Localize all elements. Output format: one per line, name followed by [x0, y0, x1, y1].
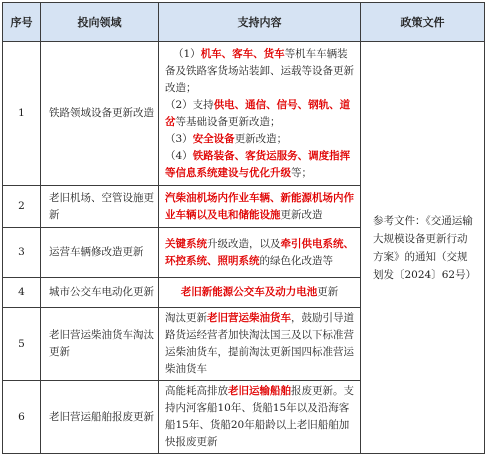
content-highlight: 安全设备	[192, 132, 235, 145]
content-text: （2）支持	[165, 98, 214, 111]
row-content	[159, 228, 361, 278]
header-content: 支持内容	[159, 3, 361, 42]
content-highlight: 关键系统	[165, 237, 207, 250]
content-highlight: 铁路装备、客货运服务、调度指挥等信息系统建设与优化升级	[165, 149, 351, 179]
policy-table	[2, 2, 485, 454]
row-number: 1	[3, 42, 41, 186]
row-content	[159, 278, 361, 308]
policy-table-container	[2, 2, 484, 457]
content-text: 更新	[317, 286, 339, 298]
row-number: 4	[3, 278, 41, 308]
row-content	[159, 186, 361, 228]
header-row	[3, 3, 485, 42]
content-text: 更新改造；	[234, 132, 288, 145]
header-policy: 政策文件	[361, 3, 485, 42]
row-content	[159, 308, 361, 381]
content-text: 等；	[291, 166, 312, 179]
content-text: 更新改造	[280, 208, 323, 221]
header-field: 投向领域	[41, 3, 159, 42]
content-text: （1）	[173, 47, 201, 60]
row-content	[159, 42, 361, 186]
content-text: 高能耗高排放	[165, 385, 228, 397]
row-content	[159, 381, 361, 454]
content-text: 淘汰更新	[165, 312, 207, 324]
policy-cell: 参考文件：《交通运输大规模设备更新行动方案》的通知（交规划发〔2024〕62号）	[361, 42, 485, 454]
row-field: 铁路领域设备更新改造	[41, 42, 159, 186]
row-number: 3	[3, 228, 41, 278]
content-highlight: 汽柴油机场内作业车辆、新能源机场内作业车辆以及电和储能设施	[165, 191, 354, 221]
content-highlight: 牵引供电系统、环控系统、照明系统	[165, 237, 354, 267]
row-field: 老旧营运船舶报废更新	[41, 381, 159, 454]
row-field: 老旧机场、空管设施更新	[41, 186, 159, 228]
row-field: 老旧营运柴油货车淘汰更新	[41, 308, 159, 381]
row-number: 5	[3, 308, 41, 381]
content-text: 的绿色化改造等	[259, 254, 333, 267]
content-text: 升级改造，以及	[207, 237, 281, 250]
content-text: ，鼓励引导道路货运经营者加快淘汰国三及以下标准营运柴油货车，提前淘汰更新国四标准营运柴油货车	[165, 312, 354, 375]
row-field: 运营车辆修改造更新	[41, 228, 159, 278]
table-row	[3, 42, 485, 186]
content-text: （4）	[165, 149, 193, 162]
row-number: 2	[3, 186, 41, 228]
content-text: 等机车车辆装备及铁路客货场站装卸、运载等设备更新改造；	[165, 47, 354, 94]
content-highlight: 老旧营运柴油货车	[207, 312, 291, 324]
content-text: 报废更新。支持内河客船10年、货船15年以及沿海客船15年、货船20年船龄以上老旧船舶加快报废更新	[165, 385, 354, 448]
content-highlight: 供电、通信、信号、钢轨、道岔	[165, 98, 351, 128]
header-seq: 序号	[3, 3, 41, 42]
content-text: （3）	[165, 132, 193, 145]
row-number: 6	[3, 381, 41, 454]
row-field: 城市公交车电动化更新	[41, 278, 159, 308]
content-highlight: 老旧运输船舶	[228, 385, 291, 397]
content-text: 等基础设备更新改造；	[175, 115, 281, 128]
content-highlight: 机车、客车、货车	[200, 47, 285, 60]
content-highlight: 老旧新能源公交车及动力电池	[180, 286, 318, 298]
